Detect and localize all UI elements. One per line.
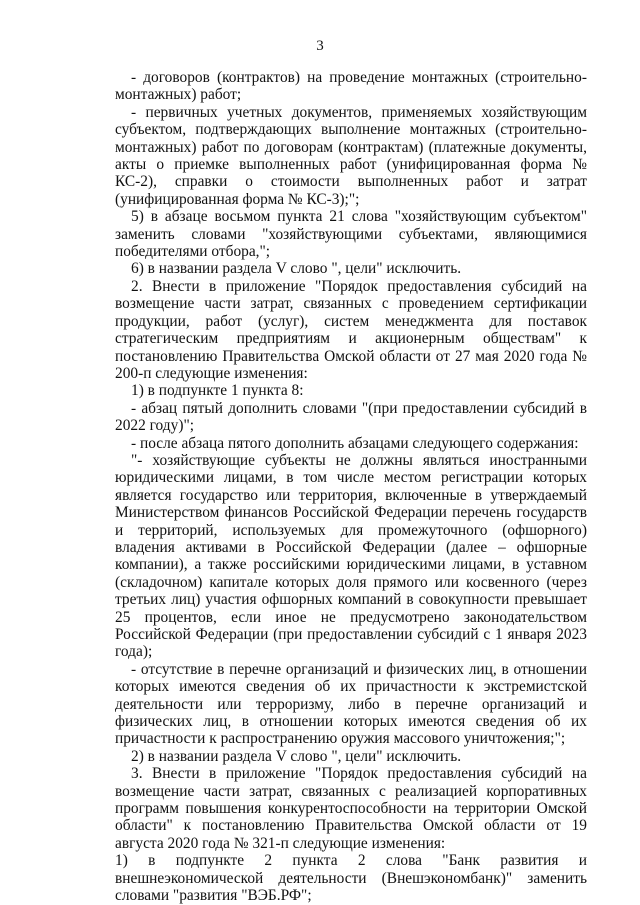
page-number: 3 bbox=[316, 38, 324, 54]
paragraph: 1) в подпункте 1 пункта 8: bbox=[131, 382, 304, 400]
document-body bbox=[115, 69, 587, 905]
paragraph: - первичных учетных документов, применяемых хозяйствующим субъектом, подтверждающих выполнение монтажных (строительно-монтажных) работ по договорам (контрактам) (платежные документы, акты о приемке выполненных работ (унифицированная форма № КС-2), справки о стоимости выполненных работ и затрат (унифицированная форма № КС-3);"; bbox=[115, 103, 587, 208]
paragraph: "- хозяйствующие субъекты не должны являться иностранными юридическими лицами, в том числе местом регистрации которых является государство или территория, включенные в утверждаемый Министерством финансов Российской Федерации перечень государств и территорий, используемых для промежуточного (офшорного) владения активами в Российской Федерации (далее – офшорные компании), а также российскими юридическими лицами, в уставном (складочном) капитале которых доля прямого или косвенного (через третьих лиц) участия офшорных компаний в совокупности превышает 25 процентов, если иное не предусмотрено законодательством Российской Федерации (при предоставлении субсидий с 1 января 2023 года); bbox=[115, 451, 587, 661]
paragraph: 2) в названии раздела V слово ", цели" исключить. bbox=[131, 747, 462, 765]
paragraph: 3. Внести в приложение "Порядок предоставления субсидий на возмещение части затрат, связанных с реализацией корпоративных программ повышения конкурентоспособности на территории Омской области" к постановлению Правительства Омской области от 19 августа 2020 года № 321-п следующие изменения: bbox=[115, 765, 587, 852]
paragraph: - абзац пятый дополнить словами "(при предоставлении субсидий в 2022 году)"; bbox=[115, 399, 587, 435]
paragraph: 6) в названии раздела V слово ", цели" исключить. bbox=[131, 260, 462, 278]
paragraph: 1) в подпункте 2 пункта 2 слова "Банк развития и внешнеэкономической деятельности (Внешэкономбанк)" заменить словами "развития "ВЭБ.РФ"; bbox=[115, 852, 587, 905]
paragraph: 5) в абзаце восьмом пункта 21 слова "хозяйствующим субъектом" заменить словами "хозяйствующими субъектами, являющимися победителями отбора,"; bbox=[115, 208, 587, 261]
paragraph: - договоров (контрактов) на проведение монтажных (строительно-монтажных) работ; bbox=[115, 69, 587, 104]
paragraph: - отсутствие в перечне организаций и физических лиц, в отношении которых имеются сведения об их причастности к экстремистской деятельности или терроризму, либо в перечне организаций и физических лиц, в отношении которых имеются сведения об их причастности к распространению оружия массового уничтожения;"; bbox=[115, 660, 587, 748]
paragraph: 2. Внести в приложение "Порядок предоставления субсидий на возмещение части затрат, связанных с проведением сертификации продукции, работ (услуг), систем менеджмента для поставок стратегическим предприятиям и акционерным обществам" к постановлению Правительства Омской области от 27 мая 2020 года № 200-п следующие изменения: bbox=[115, 277, 587, 382]
paragraph: - после абзаца пятого дополнить абзацами следующего содержания: bbox=[131, 434, 579, 452]
